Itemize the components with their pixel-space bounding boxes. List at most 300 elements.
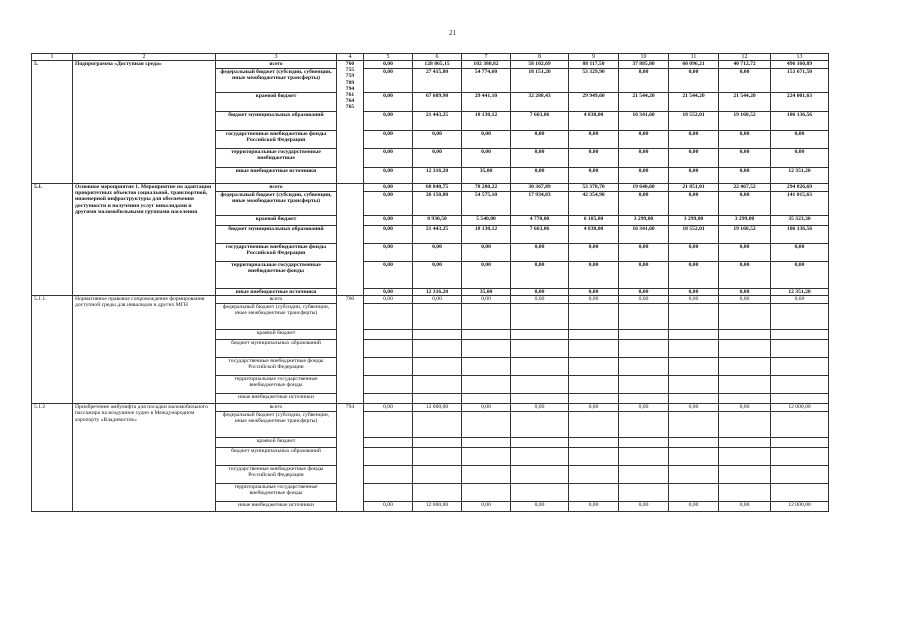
value-cell: 0,00: [771, 262, 829, 289]
value-cell: 18 130,12: [462, 112, 511, 131]
value-cell: 58 102,69: [511, 61, 569, 69]
funding-source: иные внебюджетные источники: [216, 289, 337, 296]
value-cell: 0,00: [669, 192, 719, 216]
value-cell: 22 467,52: [719, 184, 771, 192]
value-cell: 12 000,00: [771, 404, 829, 412]
value-cell: [619, 330, 669, 340]
row-number: 5.: [32, 61, 73, 184]
value-cell: [619, 448, 669, 466]
column-header: 2: [73, 54, 216, 61]
value-cell: 0,00: [413, 131, 462, 149]
value-cell: [462, 438, 511, 448]
value-cell: [669, 484, 719, 502]
value-cell: [364, 438, 413, 448]
value-cell: 0,00: [719, 192, 771, 216]
value-cell: 224 001,63: [771, 93, 829, 112]
column-header: 11: [669, 54, 719, 61]
column-header: 4: [337, 54, 364, 61]
value-cell: [669, 358, 719, 376]
value-cell: 54 774,60: [462, 69, 511, 93]
value-cell: [462, 466, 511, 484]
value-cell: [719, 376, 771, 394]
value-cell: 0,00: [364, 112, 413, 131]
value-cell: 18 552,01: [669, 112, 719, 131]
value-cell: 0,00: [669, 262, 719, 289]
value-cell: 0,00: [462, 404, 511, 412]
value-cell: 0,00: [364, 289, 413, 296]
value-cell: [771, 412, 829, 438]
value-cell: [771, 466, 829, 484]
column-header: 6: [413, 54, 462, 61]
value-cell: 0,00: [669, 168, 719, 184]
funding-source: федеральный бюджет (субсидии, субвенции, иные межбюджетные трансферты): [216, 192, 337, 216]
value-cell: 35,00: [462, 289, 511, 296]
value-cell: 0,00: [719, 404, 771, 412]
row-number: 5.1.1.: [32, 296, 73, 404]
value-cell: 0,00: [771, 244, 829, 262]
column-header: 13: [771, 54, 829, 61]
value-cell: 0,00: [511, 168, 569, 184]
value-cell: 19 168,52: [719, 112, 771, 131]
value-cell: [569, 412, 619, 438]
budget-code: 794: [337, 404, 364, 512]
value-cell: 106 136,56: [771, 226, 829, 244]
value-cell: [619, 412, 669, 438]
value-cell: 0,00: [511, 131, 569, 149]
table-row: [32, 404, 829, 412]
value-cell: 0,00: [364, 244, 413, 262]
value-cell: [619, 484, 669, 502]
value-cell: [364, 304, 413, 330]
value-cell: [619, 466, 669, 484]
value-cell: [569, 358, 619, 376]
budget-table: [31, 53, 829, 512]
value-cell: [462, 448, 511, 466]
column-header: 8: [511, 54, 569, 61]
value-cell: 12 000,00: [413, 404, 462, 412]
funding-source: территориальные государственные внебюджетные фонды: [216, 484, 337, 502]
value-cell: [619, 304, 669, 330]
value-cell: [669, 412, 719, 438]
value-cell: 35,00: [462, 168, 511, 184]
value-cell: [771, 484, 829, 502]
column-header: 3: [216, 54, 337, 61]
value-cell: [364, 358, 413, 376]
value-cell: 18 151,20: [511, 69, 569, 93]
value-cell: [619, 394, 669, 404]
funding-source: иные внебюджетные источники: [216, 502, 337, 512]
value-cell: [719, 330, 771, 340]
funding-source: всего: [216, 184, 337, 192]
value-cell: 0,00: [462, 149, 511, 168]
value-cell: 6 185,80: [569, 216, 619, 226]
value-cell: [511, 376, 569, 394]
value-cell: 0,00: [569, 296, 619, 304]
value-cell: [569, 376, 619, 394]
table-row: [32, 184, 829, 192]
value-cell: [669, 330, 719, 340]
value-cell: [569, 340, 619, 358]
value-cell: 0,00: [669, 149, 719, 168]
value-cell: 0,00: [619, 192, 669, 216]
value-cell: 27 415,80: [413, 69, 462, 93]
value-cell: 0,00: [619, 296, 669, 304]
funding-source: федеральный бюджет (субсидии, субвенции, иные межбюджетные трансферты): [216, 69, 337, 93]
value-cell: 0,00: [364, 262, 413, 289]
value-cell: 21 544,20: [719, 93, 771, 112]
value-cell: 12 351,20: [771, 168, 829, 184]
value-cell: 21 443,25: [413, 112, 462, 131]
value-cell: 0,00: [364, 69, 413, 93]
value-cell: 0,00: [364, 216, 413, 226]
value-cell: 0,00: [364, 502, 413, 512]
value-cell: [413, 376, 462, 394]
value-cell: [719, 438, 771, 448]
budget-code: [337, 184, 364, 296]
value-cell: 88 117,50: [569, 61, 619, 69]
value-cell: 0,00: [364, 131, 413, 149]
measure-name: Нормативное правовое сопровождение формирования доступной среды для инвалидов и других МГН: [73, 296, 216, 404]
value-cell: 78 280,22: [462, 184, 511, 192]
value-cell: 0,00: [619, 131, 669, 149]
value-cell: [619, 376, 669, 394]
table-body: [32, 54, 829, 512]
value-cell: 12 351,20: [771, 289, 829, 296]
value-cell: [719, 394, 771, 404]
value-cell: [364, 376, 413, 394]
funding-source: бюджет муниципальных образований: [216, 112, 337, 131]
column-header: 10: [619, 54, 669, 61]
funding-source: государственные внебюджетные фонды Российской Федерации: [216, 131, 337, 149]
value-cell: 0,00: [569, 289, 619, 296]
row-number: 5.1.2: [32, 404, 73, 512]
value-cell: 0,00: [364, 61, 413, 69]
value-cell: [511, 340, 569, 358]
value-cell: [364, 448, 413, 466]
value-cell: 0,00: [619, 244, 669, 262]
funding-source: территориальные государственные внебюджетные: [216, 149, 337, 168]
value-cell: 0,00: [719, 69, 771, 93]
value-cell: [462, 376, 511, 394]
value-cell: [669, 394, 719, 404]
funding-source: краевой бюджет: [216, 330, 337, 340]
value-cell: 496 160,89: [771, 61, 829, 69]
value-cell: [669, 438, 719, 448]
value-cell: [413, 438, 462, 448]
value-cell: [462, 484, 511, 502]
value-cell: 21 443,25: [413, 226, 462, 244]
value-cell: 0,00: [462, 262, 511, 289]
funding-source: иные внебюджетные источники: [216, 394, 337, 404]
column-header: 12: [719, 54, 771, 61]
value-cell: [619, 340, 669, 358]
value-cell: [511, 466, 569, 484]
value-cell: 106 136,56: [771, 112, 829, 131]
value-cell: [413, 340, 462, 358]
value-cell: 18 130,12: [462, 226, 511, 244]
value-cell: [771, 358, 829, 376]
value-cell: 0,00: [364, 296, 413, 304]
funding-source: краевой бюджет: [216, 216, 337, 226]
value-cell: 0,00: [719, 131, 771, 149]
value-cell: 4 770,00: [511, 216, 569, 226]
value-cell: 0,00: [413, 244, 462, 262]
value-cell: [669, 448, 719, 466]
value-cell: 0,00: [462, 502, 511, 512]
value-cell: 0,00: [719, 502, 771, 512]
column-header: 1: [32, 54, 73, 61]
value-cell: [669, 376, 719, 394]
value-cell: 0,00: [669, 296, 719, 304]
value-cell: 0,00: [413, 149, 462, 168]
value-cell: 0,00: [364, 93, 413, 112]
value-cell: [413, 466, 462, 484]
value-cell: 67 689,90: [413, 93, 462, 112]
funding-source: бюджет муниципальных образований: [216, 340, 337, 358]
value-cell: 60 096,21: [669, 61, 719, 69]
value-cell: [619, 358, 669, 376]
value-cell: [364, 330, 413, 340]
value-cell: [619, 438, 669, 448]
budget-code: 760: [337, 296, 364, 404]
value-cell: [462, 394, 511, 404]
value-cell: 0,00: [511, 296, 569, 304]
value-cell: 21 544,20: [619, 93, 669, 112]
value-cell: 32 288,43: [511, 93, 569, 112]
value-cell: 12 000,00: [771, 502, 829, 512]
value-cell: 26 150,80: [413, 192, 462, 216]
value-cell: 29 441,10: [462, 93, 511, 112]
value-cell: [364, 484, 413, 502]
value-cell: 53 378,70: [569, 184, 619, 192]
value-cell: 0,00: [511, 149, 569, 168]
value-cell: 30 367,89: [511, 184, 569, 192]
value-cell: 3 299,00: [669, 216, 719, 226]
value-cell: [413, 304, 462, 330]
value-cell: 0,00: [569, 168, 619, 184]
value-cell: [719, 484, 771, 502]
value-cell: 0,00: [364, 149, 413, 168]
value-cell: [719, 448, 771, 466]
value-cell: 21 851,01: [669, 184, 719, 192]
value-cell: [413, 330, 462, 340]
value-cell: 0,00: [619, 69, 669, 93]
funding-source: государственные внебюджетные фонды Российской Федерации: [216, 244, 337, 262]
value-cell: [462, 330, 511, 340]
budget-code: 760 755 759 789 794 761 764 765: [337, 61, 364, 184]
value-cell: 0,00: [719, 244, 771, 262]
value-cell: 0,00: [619, 262, 669, 289]
value-cell: [719, 304, 771, 330]
value-cell: 0,00: [364, 404, 413, 412]
funding-source: государственные внебюджетные фонды Российской Федерации: [216, 466, 337, 484]
value-cell: 0,00: [619, 149, 669, 168]
value-cell: 0,00: [511, 404, 569, 412]
column-header: 9: [569, 54, 619, 61]
value-cell: 141 015,63: [771, 192, 829, 216]
funding-source: федеральный бюджет (субсидии, субвенции, иные межбюджетные трансферты): [216, 304, 337, 330]
header-row: [32, 54, 829, 61]
value-cell: [511, 330, 569, 340]
value-cell: [771, 438, 829, 448]
value-cell: 0,00: [413, 296, 462, 304]
value-cell: 0,00: [619, 502, 669, 512]
value-cell: [771, 448, 829, 466]
value-cell: [669, 304, 719, 330]
value-cell: [569, 394, 619, 404]
value-cell: 16 341,60: [619, 112, 669, 131]
value-cell: [771, 330, 829, 340]
value-cell: 0,00: [669, 131, 719, 149]
funding-source: государственные внебюджетные фонды Российской Федерации: [216, 358, 337, 376]
funding-source: всего: [216, 404, 337, 412]
value-cell: 0,00: [511, 244, 569, 262]
value-cell: 294 826,69: [771, 184, 829, 192]
value-cell: [771, 376, 829, 394]
value-cell: 0,00: [771, 149, 829, 168]
value-cell: 7 663,06: [511, 226, 569, 244]
funding-source: территориальные государственные внебюджетные фонды: [216, 262, 337, 289]
funding-source: всего: [216, 61, 337, 69]
value-cell: 0,00: [669, 289, 719, 296]
row-number: 5.1.: [32, 184, 73, 296]
value-cell: [719, 340, 771, 358]
value-cell: 0,00: [719, 296, 771, 304]
value-cell: [669, 340, 719, 358]
value-cell: [569, 466, 619, 484]
value-cell: [413, 412, 462, 438]
funding-source: бюджет муниципальных образований: [216, 226, 337, 244]
value-cell: 7 663,06: [511, 112, 569, 131]
value-cell: 3 299,00: [619, 216, 669, 226]
value-cell: [462, 358, 511, 376]
value-cell: 17 934,83: [511, 192, 569, 216]
value-cell: [364, 412, 413, 438]
value-cell: 5 540,00: [462, 216, 511, 226]
value-cell: 0,00: [511, 502, 569, 512]
page-number: 21: [449, 29, 456, 37]
value-cell: 0,00: [569, 502, 619, 512]
funding-source: федеральный бюджет (субсидии, субвенции, иные межбюджетные трансферты): [216, 412, 337, 438]
value-cell: [719, 466, 771, 484]
measure-name: Приобретение амбулифта для посадки маломобильного пассажира на воздушное судно в Международном аэропорту «Владивосток»: [73, 404, 216, 512]
measure-name: Подпрограмма «Доступная среда»: [73, 61, 216, 184]
value-cell: 0,00: [719, 149, 771, 168]
value-cell: 4 838,00: [569, 112, 619, 131]
value-cell: 68 840,75: [413, 184, 462, 192]
value-cell: [771, 394, 829, 404]
value-cell: 0,00: [364, 192, 413, 216]
value-cell: 0,00: [462, 244, 511, 262]
table-row: [32, 61, 829, 69]
value-cell: [511, 394, 569, 404]
value-cell: 0,00: [669, 502, 719, 512]
value-cell: [569, 304, 619, 330]
column-header: 7: [462, 54, 511, 61]
value-cell: 0,00: [364, 184, 413, 192]
value-cell: [719, 358, 771, 376]
value-cell: 0,00: [364, 226, 413, 244]
value-cell: 54 575,10: [462, 192, 511, 216]
value-cell: 0,00: [771, 296, 829, 304]
value-cell: 19 640,60: [619, 184, 669, 192]
value-cell: 12 316,20: [413, 289, 462, 296]
value-cell: 40 712,72: [719, 61, 771, 69]
value-cell: 16 341,60: [619, 226, 669, 244]
value-cell: 0,00: [619, 404, 669, 412]
table-row: [32, 296, 829, 304]
value-cell: 19 168,52: [719, 226, 771, 244]
value-cell: [413, 358, 462, 376]
value-cell: [462, 412, 511, 438]
value-cell: [569, 448, 619, 466]
value-cell: 37 885,80: [619, 61, 669, 69]
value-cell: [771, 340, 829, 358]
value-cell: 29 949,60: [569, 93, 619, 112]
value-cell: 0,00: [771, 131, 829, 149]
value-cell: 53 329,90: [569, 69, 619, 93]
value-cell: 0,00: [669, 404, 719, 412]
value-cell: 0,00: [511, 262, 569, 289]
value-cell: 35 323,30: [771, 216, 829, 226]
value-cell: 0,00: [413, 262, 462, 289]
funding-source: краевой бюджет: [216, 93, 337, 112]
value-cell: [413, 394, 462, 404]
value-cell: [511, 358, 569, 376]
value-cell: [462, 340, 511, 358]
value-cell: 0,00: [569, 149, 619, 168]
value-cell: [669, 466, 719, 484]
value-cell: [364, 394, 413, 404]
value-cell: 0,00: [719, 262, 771, 289]
value-cell: [511, 412, 569, 438]
value-cell: 0,00: [719, 168, 771, 184]
funding-source: территориальные государственные внебюджетные фонды: [216, 376, 337, 394]
value-cell: [413, 448, 462, 466]
value-cell: 3 299,00: [719, 216, 771, 226]
value-cell: [511, 438, 569, 448]
value-cell: [511, 448, 569, 466]
value-cell: 0,00: [462, 131, 511, 149]
funding-source: краевой бюджет: [216, 438, 337, 448]
value-cell: 0,00: [364, 168, 413, 184]
value-cell: 102 380,82: [462, 61, 511, 69]
value-cell: [771, 304, 829, 330]
value-cell: 128 865,15: [413, 61, 462, 69]
value-cell: 42 354,90: [569, 192, 619, 216]
value-cell: 0,00: [719, 289, 771, 296]
value-cell: 21 544,20: [669, 93, 719, 112]
value-cell: [364, 340, 413, 358]
value-cell: 153 671,50: [771, 69, 829, 93]
value-cell: 0,00: [669, 69, 719, 93]
value-cell: [569, 484, 619, 502]
value-cell: [413, 484, 462, 502]
value-cell: 0,00: [569, 244, 619, 262]
value-cell: 0,00: [619, 168, 669, 184]
column-header: 5: [364, 54, 413, 61]
value-cell: 8 930,50: [413, 216, 462, 226]
value-cell: 0,00: [569, 131, 619, 149]
value-cell: 18 552,01: [669, 226, 719, 244]
funding-source: бюджет муниципальных образований: [216, 448, 337, 466]
value-cell: 0,00: [511, 289, 569, 296]
funding-source: иные внебюджетные источники: [216, 168, 337, 184]
value-cell: 4 838,00: [569, 226, 619, 244]
value-cell: 0,00: [619, 289, 669, 296]
value-cell: 0,00: [462, 296, 511, 304]
value-cell: 0,00: [569, 404, 619, 412]
